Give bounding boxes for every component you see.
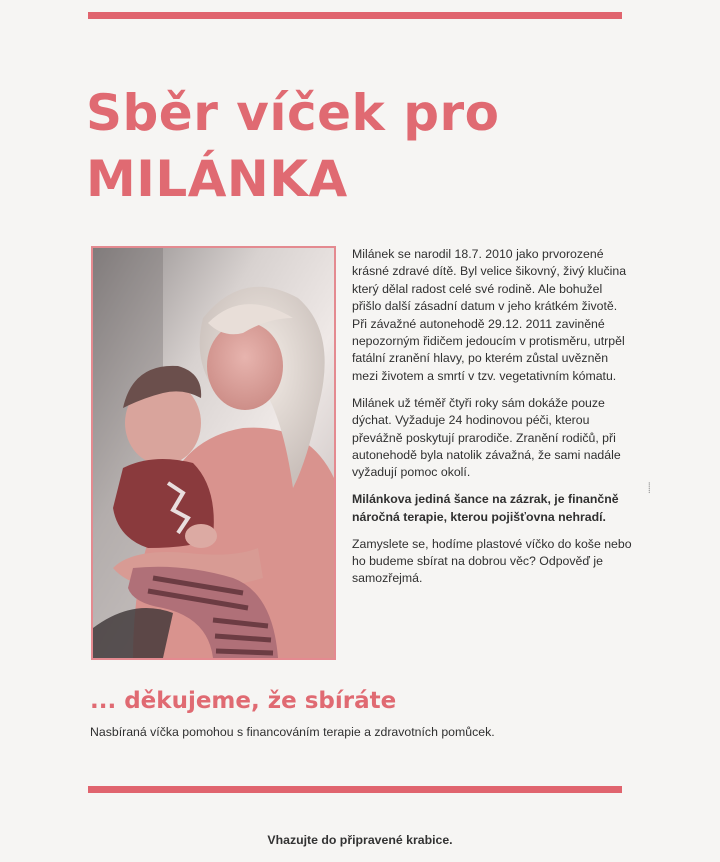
story-paragraph-2: Milánek už téměř čtyři roky sám dokáže pouze dýchat. Vyžaduje 24 hodinovou péči, kterou převážně poskytují prarodiče. Zranění rodičů, při autonehodě byla natolik závažná, že sami nadále vyžadují pomoc okolí. — [352, 395, 621, 480]
title-line-2: MILÁNKA — [86, 150, 348, 208]
story-paragraph-1: Milánek se narodil 18.7. 2010 jako prvorozené krásné zdravé dítě. Byl velice šikovný, živý klučina který dělal radost celé své rodině. Ale bohužel přišlo další zásadní datum v jeho krátkém životě. Při závažné autonehodě 29.12. 2011 zaviněné nepozorným řidičem jedoucím v protisměru, utrpěl fatální zranění hlavy, po kterém zůstal uvězněn mezi životem a smrtí v tzv. vegetativním kómatu. — [352, 247, 627, 383]
thanks-subline: Nasbíraná víčka pomohou s financováním terapie a zdravotních pomůcek. — [90, 725, 495, 739]
footer-instruction: Vhazujte do připravené krabice. — [267, 833, 453, 847]
page-title — [86, 80, 500, 212]
story-text — [352, 246, 632, 597]
top-rule — [88, 12, 622, 19]
bottom-rule — [88, 786, 622, 793]
story-paragraph-4: Zamyslete se, hodíme plastové víčko do koše nebo ho budeme sbírat na dobrou věc? Odpověď je samozřejmá. — [352, 536, 632, 586]
photo-illustration — [93, 248, 334, 658]
paper-speck: ⸽ — [648, 483, 651, 494]
mother-and-child-photo — [91, 246, 336, 660]
story-paragraph-3: Milánkova jediná šance na zázrak, je finančně náročná terapie, kterou pojišťovna nehradí. — [352, 492, 619, 524]
title-line-1: Sběr víček pro — [86, 84, 500, 142]
thanks-heading: ... děkujeme, že sbíráte — [90, 688, 397, 714]
